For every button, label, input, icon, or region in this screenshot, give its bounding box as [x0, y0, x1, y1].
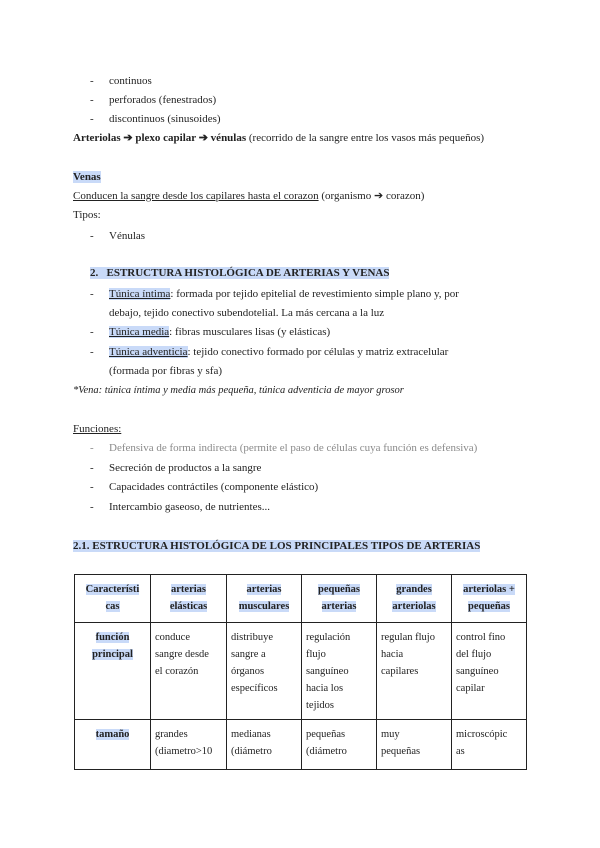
bullet-dash: -: [90, 462, 94, 474]
section-2-1-heading: 2.1. ESTRUCTURA HISTOLÓGICA DE LOS PRINCIPALES TIPOS DE ARTERIAS: [73, 540, 481, 552]
arteries-table: [74, 574, 527, 770]
bullet-dash: -: [90, 501, 94, 513]
table-cell: conduce sangre desde el corazón: [151, 623, 227, 720]
list-item: Túnica adventicia: tejido conectivo formado por células y matriz extracelular: [109, 346, 449, 358]
section-number: 2.: [90, 267, 99, 279]
bullet-dash: -: [90, 442, 94, 454]
bullet-dash: -: [90, 94, 94, 106]
header-pequenas-arterias: pequeñas arterias: [302, 575, 377, 623]
header-arteriolas-pequenas: arteriolas + pequeñas: [452, 575, 527, 623]
table-row: [75, 623, 527, 720]
venas-desc-rest: (organismo ➔ corazon): [318, 190, 425, 202]
bullet-dash: -: [90, 113, 94, 125]
list-item: Intercambio gaseoso, de nutrientes...: [109, 501, 270, 513]
table-cell: control fino del flujo sanguíneo capilar: [452, 623, 527, 720]
table-cell: medianas (diámetro: [227, 720, 302, 770]
term: Túnica adventicia: [109, 346, 188, 358]
table-cell: distribuye sangre a órganos específicos: [227, 623, 302, 720]
table-cell: microscópic as: [452, 720, 527, 770]
list-item: Vénulas: [109, 230, 146, 242]
term: Túnica media: [109, 326, 170, 338]
venas-heading: Venas: [73, 171, 101, 183]
list-item: Defensiva de forma indirecta (permite el paso de células cuya función es defensiva): [109, 442, 478, 454]
venas-description: [73, 189, 424, 203]
bullet-dash: -: [90, 326, 94, 338]
table-cell: regulan flujo hacia capilares: [377, 623, 452, 720]
arteriolas-line: [73, 131, 484, 145]
bullet-dash: -: [90, 346, 94, 358]
list-item: perforados (fenestrados): [109, 94, 217, 106]
list-item-continuation: (formada por fibras y sfa): [109, 365, 223, 377]
list-item: Túnica íntima: formada por tejido epitelial de revestimiento simple plano y, por: [109, 288, 459, 300]
list-item: Capacidades contráctiles (componente elástico): [109, 481, 319, 493]
list-item-continuation: debajo, tejido conectivo subendotelial. La más cercana a la luz: [109, 307, 385, 319]
table-cell: regulación flujo sanguíneo hacia los tejidos: [302, 623, 377, 720]
bullet-dash: -: [90, 230, 94, 242]
venas-desc-underlined: Conducen la sangre desde los capilares hasta el corazon: [73, 190, 319, 202]
arteriolas-bold: Arteriolas ➔ plexo capilar ➔ vénulas: [73, 132, 247, 144]
table-cell: grandes (diametro>10: [151, 720, 227, 770]
list-item: continuos: [109, 75, 152, 87]
row-label-funcion: función principal: [75, 623, 151, 720]
vena-note: *Vena: túnica íntima y media más pequeña, túnica adventicia de mayor grosor: [73, 385, 404, 396]
bullet-dash: -: [90, 481, 94, 493]
section-2-heading: [90, 266, 389, 280]
header-grandes-arteriolas: grandes arteriolas: [377, 575, 452, 623]
bullet-dash: -: [90, 75, 94, 87]
bullet-dash: -: [90, 288, 94, 300]
header-arterias-elasticas: arterias elásticas: [151, 575, 227, 623]
list-item: Secreción de productos a la sangre: [109, 462, 262, 474]
term: Túnica íntima: [109, 288, 171, 300]
table-row: [75, 720, 527, 770]
row-label-tamano: tamaño: [75, 720, 151, 770]
list-item: discontinuos (sinusoides): [109, 113, 221, 125]
funciones-label: Funciones:: [73, 423, 122, 435]
list-item: Túnica media: fibras musculares lisas (y elásticas): [109, 326, 331, 338]
section-title: ESTRUCTURA HISTOLÓGICA DE ARTERIAS Y VENAS: [106, 267, 390, 279]
tipos-label: Tipos:: [73, 209, 101, 221]
table-header-row: [75, 575, 527, 623]
header-arterias-musculares: arterias musculares: [227, 575, 302, 623]
header-caracteristicas: Característi cas: [75, 575, 151, 623]
arteriolas-rest: (recorrido de la sangre entre los vasos más pequeños): [246, 132, 485, 144]
table-cell: muy pequeñas: [377, 720, 452, 770]
table-cell: pequeñas (diámetro: [302, 720, 377, 770]
